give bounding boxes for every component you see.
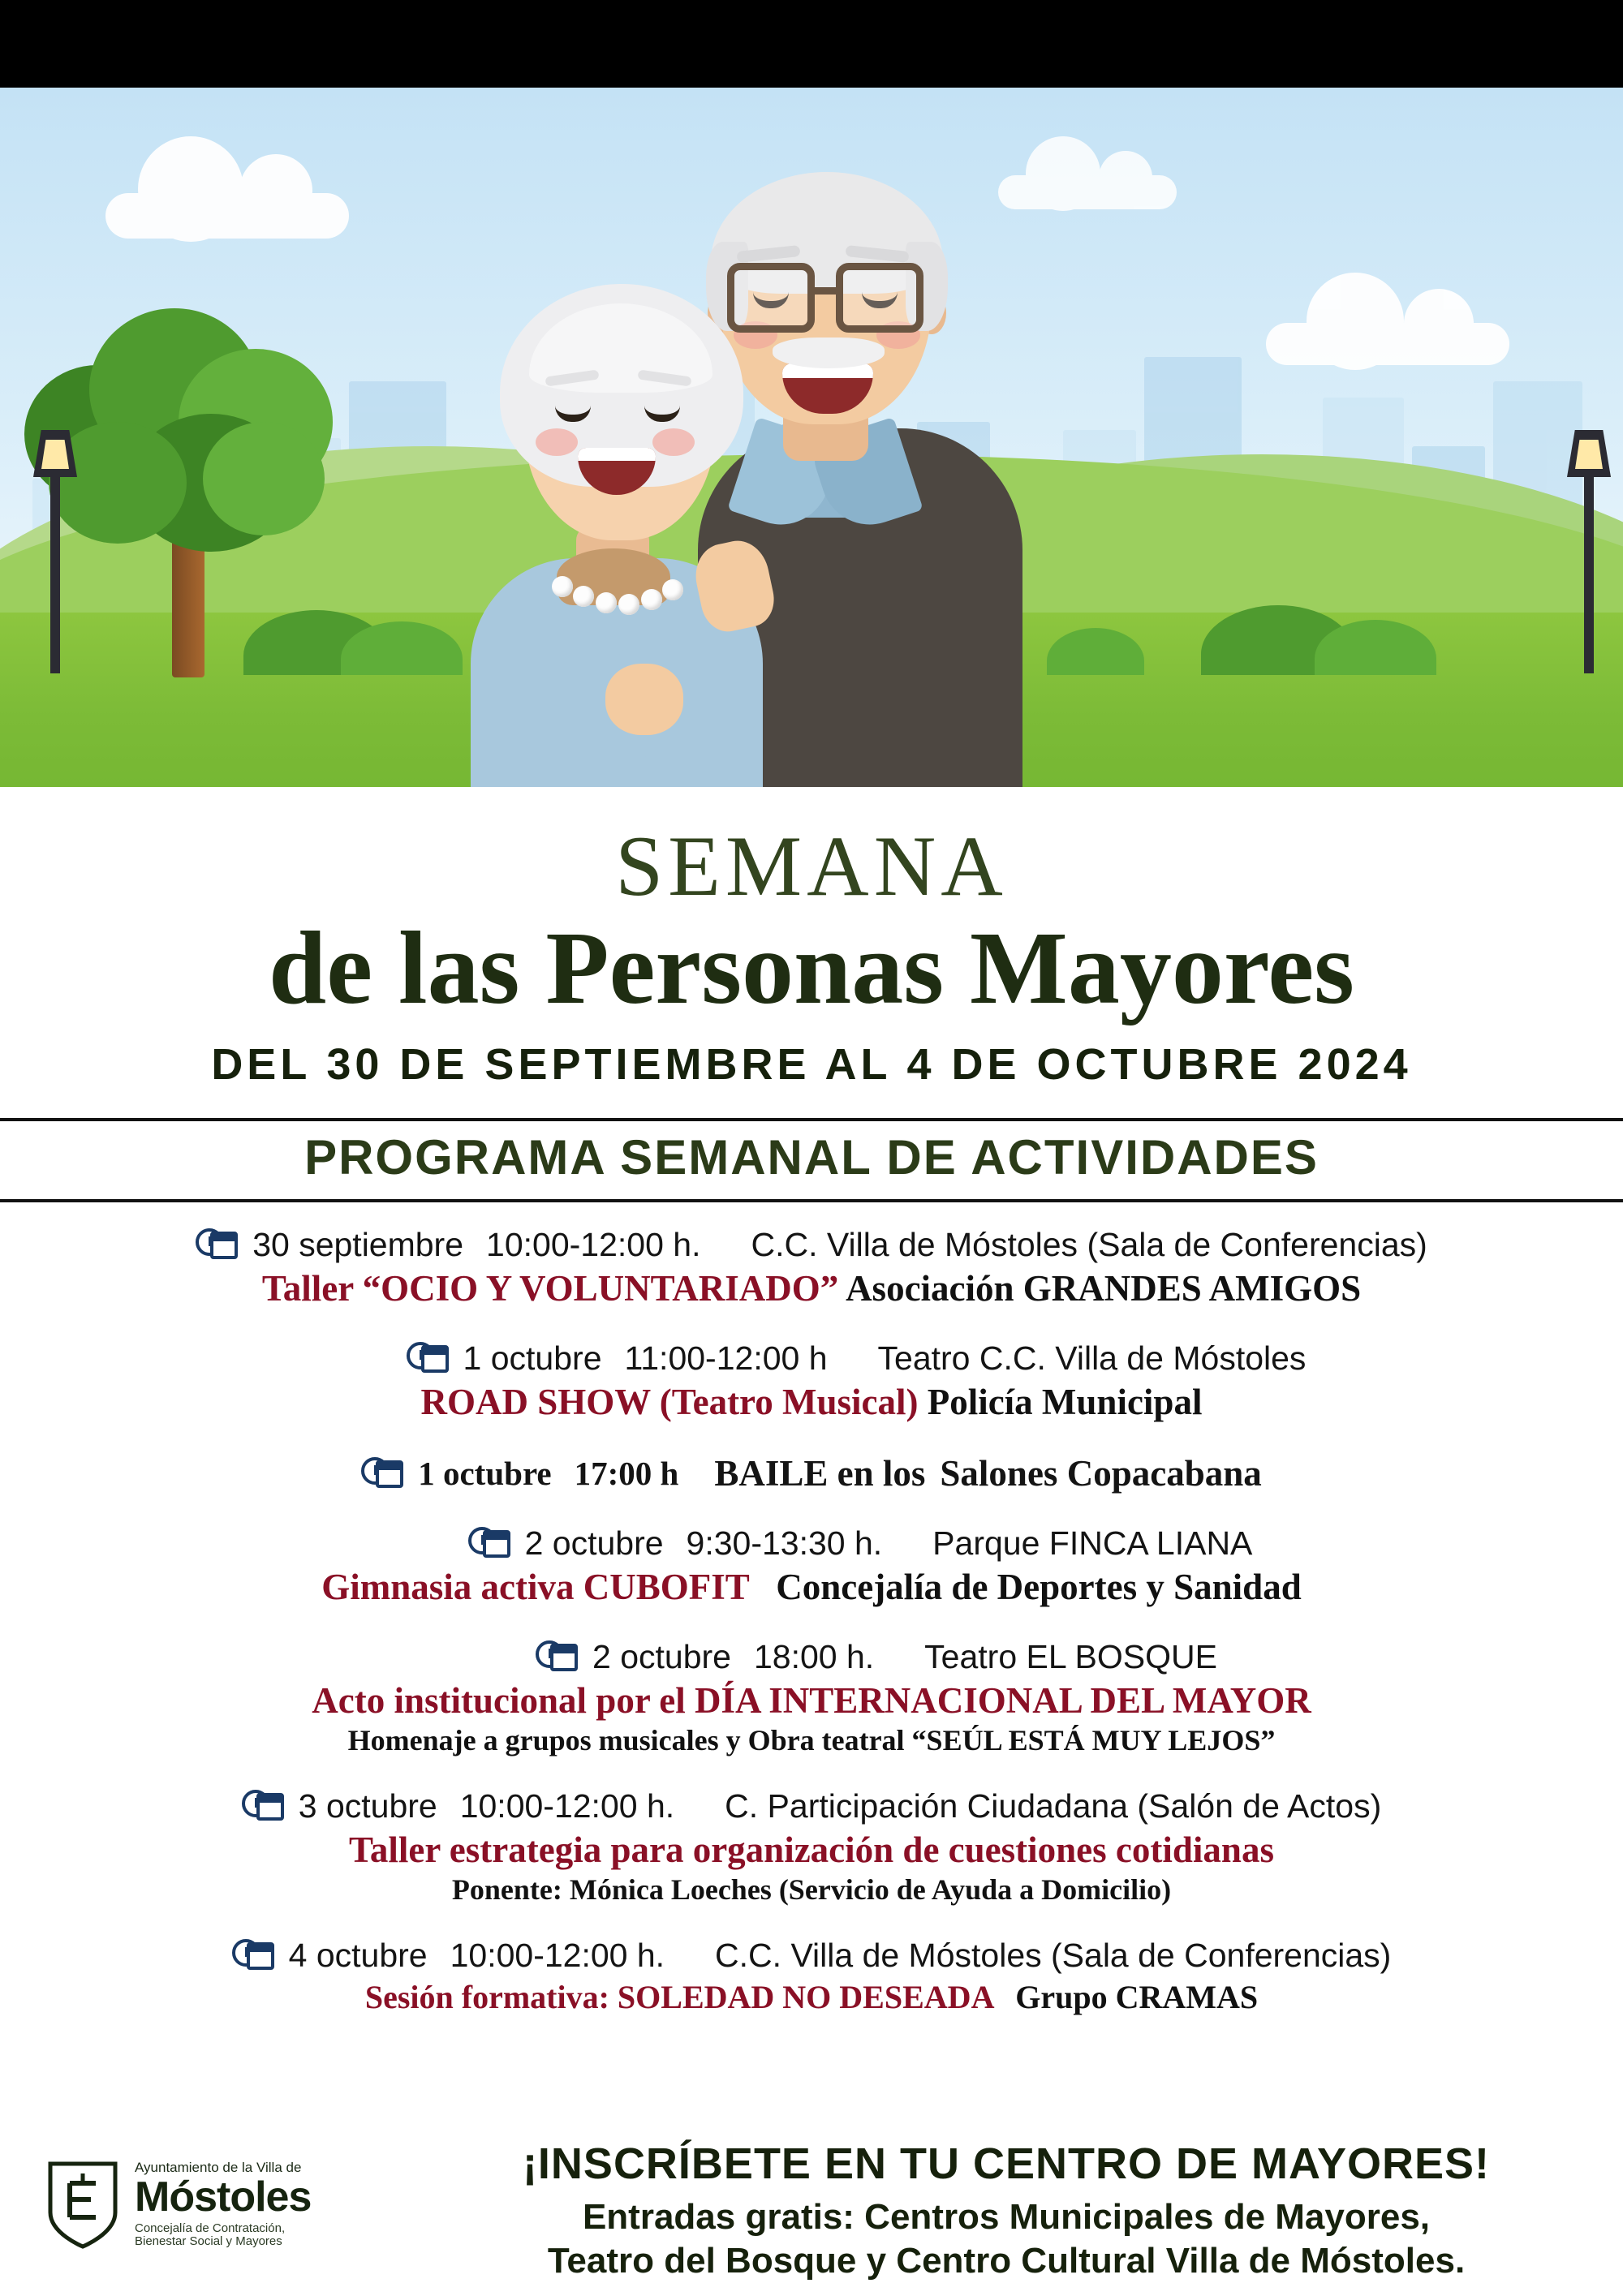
event-date: 2 octubre — [592, 1637, 731, 1675]
event-item — [0, 1452, 1623, 1494]
logo-line-3: Concejalía de Contratación, — [135, 2221, 286, 2236]
clock-calendar-icon — [232, 1936, 274, 1975]
event-date: 30 septiembre — [252, 1225, 464, 1263]
pearl-necklace — [552, 573, 690, 621]
event-time: 18:00 h. — [753, 1637, 875, 1675]
cloud-icon — [105, 193, 349, 239]
glasses-lens-right — [836, 263, 923, 333]
glasses-bridge — [809, 287, 842, 295]
logo-line-1: Ayuntamiento de la Villa de — [135, 2160, 302, 2176]
event-title-highlight: Gimnasia activa CUBOFIT — [321, 1567, 749, 1607]
glasses-lens-left — [727, 263, 815, 333]
event-time: 17:00 h — [574, 1455, 679, 1492]
street-lamp-pole — [50, 471, 60, 673]
clock-calendar-icon — [468, 1524, 510, 1563]
event-title-rest: Salones Copacabana — [940, 1453, 1262, 1494]
event-place: C.C. Villa de Móstoles (Sala de Conferencias) — [715, 1936, 1392, 1974]
event-item — [0, 1524, 1623, 1608]
call-to-action: ¡INSCRÍBETE EN TU CENTRO DE MAYORES! — [522, 2139, 1491, 2188]
event-subtitle: Ponente: Mónica Loeches (Servicio de Ayuda a Domicilio) — [451, 1873, 1172, 1906]
event-title-rest: Policía Municipal — [927, 1382, 1203, 1422]
event-time: 10:00-12:00 h. — [459, 1786, 675, 1825]
event-item — [0, 1339, 1623, 1423]
clock-calendar-icon — [361, 1454, 403, 1493]
event-time: 10:00-12:00 h. — [450, 1936, 665, 1974]
event-subtitle: Homenaje a grupos musicales y Obra teatral “SEÚL ESTÁ MUY LEJOS” — [347, 1724, 1276, 1756]
event-date: 3 octubre — [298, 1786, 437, 1825]
coat-of-arms-icon — [45, 2159, 120, 2250]
cloud-icon — [1266, 323, 1509, 365]
clock-calendar-icon — [196, 1225, 238, 1264]
event-title-rest: Concejalía de Deportes y Sanidad — [776, 1567, 1302, 1607]
event-place: C.C. Villa de Móstoles (Sala de Conferencias) — [751, 1225, 1427, 1263]
event-title-rest: Grupo CRAMAS — [1015, 1979, 1259, 2015]
clock-calendar-icon — [242, 1786, 284, 1825]
event-date: 2 octubre — [524, 1524, 664, 1562]
info-line-2: Teatro del Bosque y Centro Cultural Villa de Móstoles. — [547, 2241, 1466, 2281]
event-item — [0, 1936, 1623, 2016]
title-line-2: de las Personas Mayores — [269, 910, 1354, 1026]
clock-calendar-icon — [407, 1339, 449, 1378]
event-date: 4 octubre — [288, 1936, 428, 1974]
event-title-highlight: Acto institucional por el DÍA INTERNACIONAL DEL MAYOR — [312, 1680, 1311, 1721]
event-title-highlight: Taller estrategia para organización de cuestiones cotidianas — [349, 1829, 1274, 1870]
clock-calendar-icon — [536, 1637, 578, 1676]
event-item — [0, 1786, 1623, 1907]
event-title-highlight: Taller “OCIO Y VOLUNTARIADO” — [261, 1268, 839, 1309]
event-place: Parque FINCA LIANA — [932, 1524, 1253, 1562]
program-list — [0, 1225, 1623, 2126]
title-block — [0, 787, 1623, 1111]
divider-bottom — [0, 1199, 1623, 1202]
man-moustache — [773, 338, 885, 368]
event-time: 9:30-13:30 h. — [686, 1524, 883, 1562]
event-place: Teatro EL BOSQUE — [924, 1637, 1217, 1675]
title-dates: DEL 30 DE SEPTIEMBRE AL 4 DE OCTUBRE 2024 — [211, 1040, 1412, 1090]
event-place: C. Participación Ciudadana (Salón de Actos) — [725, 1786, 1382, 1825]
event-time: 10:00-12:00 h. — [486, 1225, 701, 1263]
elderly-couple-illustration — [454, 104, 1071, 787]
street-lamp-pole — [1584, 471, 1594, 673]
title-line-1: SEMANA — [615, 819, 1008, 914]
logo-line-4: Bienestar Social y Mayores — [135, 2234, 282, 2249]
event-item — [0, 1637, 1623, 1757]
section-heading: PROGRAMA SEMANAL DE ACTIVIDADES — [304, 1130, 1319, 1185]
woman-cheek-left — [536, 428, 578, 456]
event-title-rest: Asociación GRANDES AMIGOS — [846, 1268, 1362, 1309]
municipal-logo — [45, 2143, 386, 2265]
event-title-highlight: ROAD SHOW (Teatro Musical) — [420, 1382, 919, 1422]
woman-hand-lower — [605, 664, 683, 735]
event-item — [0, 1225, 1623, 1309]
woman-cheek-right — [652, 428, 695, 456]
footer-messages — [422, 2139, 1591, 2281]
event-time: 11:00-12:00 h — [624, 1339, 828, 1377]
divider-top — [0, 1118, 1623, 1121]
event-title-highlight: BAILE en los — [714, 1453, 926, 1494]
event-place: Teatro C.C. Villa de Móstoles — [877, 1339, 1307, 1377]
top-black-bar — [0, 0, 1623, 88]
event-date: 1 octubre — [418, 1455, 552, 1492]
event-date: 1 octubre — [463, 1339, 602, 1377]
tree-canopy — [16, 292, 357, 560]
header-illustration — [0, 88, 1623, 787]
footer — [0, 2119, 1623, 2296]
info-line-1: Entradas gratis: Centros Municipales de Mayores, — [582, 2197, 1431, 2237]
event-title-highlight: Sesión formativa: SOLEDAD NO DESEADA — [364, 1979, 993, 2015]
logo-line-2: Móstoles — [135, 2173, 312, 2221]
